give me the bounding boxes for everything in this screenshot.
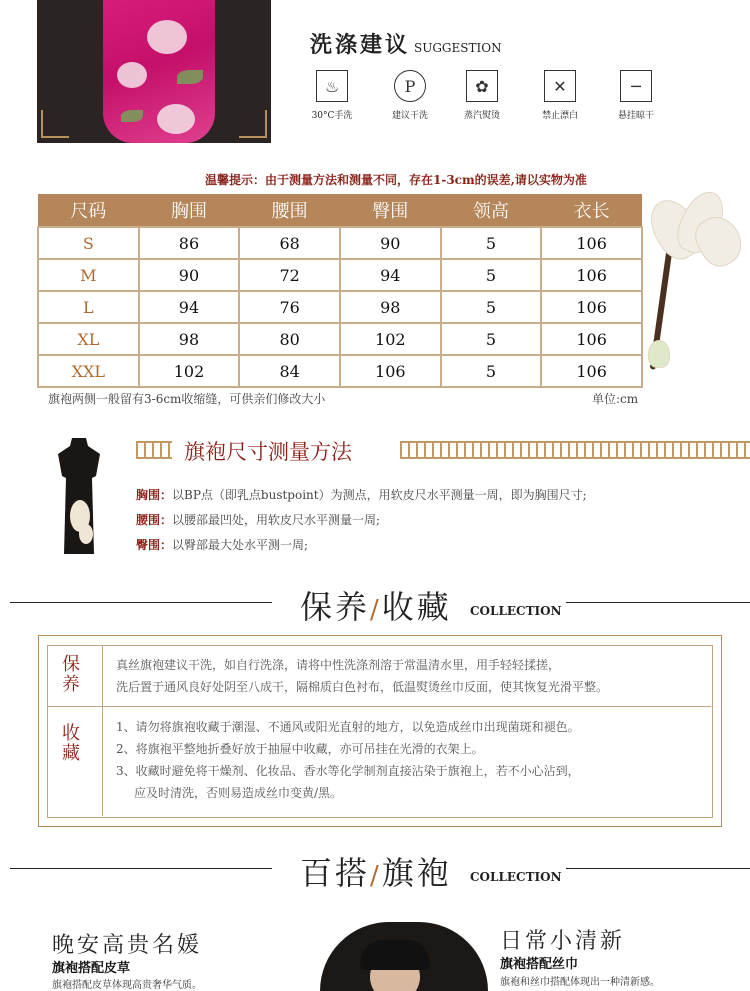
table-cell: 76 — [239, 291, 340, 323]
table-row — [38, 259, 642, 291]
care-label: 建议干洗 — [391, 111, 428, 121]
table-cell: 106 — [541, 227, 642, 259]
divider-right — [566, 602, 750, 603]
steam-iron-icon: ✿ — [466, 70, 498, 102]
table-cell: 90 — [340, 227, 441, 259]
measure-text: 以腰部最凹处，用软皮尺水平测量一周; — [172, 513, 381, 527]
no-bleach-icon: ✕ — [544, 70, 576, 102]
col-header: 腰围 — [239, 194, 340, 227]
hand-wash-30-icon: ♨ — [316, 70, 348, 102]
care-section-title-en: COLLECTION — [470, 604, 562, 618]
hang-dry-icon: ─ — [620, 70, 652, 102]
table-cell: 106 — [541, 259, 642, 291]
care-tag-baoyang: 保养 — [62, 654, 80, 695]
care-label: 悬挂晾干 — [617, 111, 654, 121]
table-cell: 5 — [441, 259, 542, 291]
match-section-title-en: COLLECTION — [470, 870, 562, 884]
table-cell: 90 — [139, 259, 240, 291]
divider-right — [566, 868, 750, 869]
size-note: 旗袍两侧一般留有3-6cm收缩缝，可供亲们修改大小 — [48, 392, 326, 406]
unit-note: 单位:cm — [592, 392, 639, 406]
care-item-hand-wash — [302, 70, 362, 121]
table-row — [38, 227, 642, 259]
match-title-a: 百搭 — [300, 854, 371, 892]
table-cell: 102 — [340, 323, 441, 355]
suggestion-title-en: SUGGESTION — [414, 41, 502, 55]
care-item-steam — [452, 70, 512, 121]
suggestion-title — [310, 28, 502, 59]
size-cell: XL — [38, 323, 139, 355]
magnolia-decoration — [644, 190, 750, 380]
size-table — [37, 194, 643, 388]
table-cell: 5 — [441, 355, 542, 387]
care-item-hang-dry — [606, 70, 666, 121]
care-title-a: 保养 — [300, 588, 371, 626]
dry-clean-p-icon: P — [394, 70, 426, 102]
table-cell: 5 — [441, 323, 542, 355]
table-cell: 106 — [541, 291, 642, 323]
look-sub-left: 旗袍搭配皮草 — [52, 961, 131, 976]
measure-line-hip — [136, 536, 308, 553]
fret-ornament-right — [400, 441, 750, 459]
model-hair — [360, 940, 430, 970]
col-header: 臀围 — [340, 194, 441, 227]
table-cell: 5 — [441, 291, 542, 323]
table-cell: 98 — [340, 291, 441, 323]
measure-label: 臀围： — [136, 538, 173, 552]
care-tag-shoucang: 收藏 — [62, 723, 80, 764]
suggestion-title-cn: 洗涤建议 — [310, 32, 411, 58]
size-cell: M — [38, 259, 139, 291]
care-section-title — [300, 582, 452, 628]
care-column-divider — [102, 645, 103, 816]
care-line: 3、收藏时避免将干燥剂、化妆品、香水等化学制剂直接沾染于旗袍上，若不小心沾到， — [116, 764, 580, 778]
flower-print — [157, 104, 195, 134]
table-cell: 86 — [139, 227, 240, 259]
corner-ornament — [41, 110, 69, 138]
measure-line-chest — [136, 486, 587, 503]
model-photo — [320, 922, 488, 991]
care-item-dry-clean — [380, 70, 440, 121]
magnolia-bud — [648, 340, 670, 368]
match-title-b: 旗袍 — [381, 854, 452, 892]
measure-label: 腰围： — [136, 513, 173, 527]
table-cell: 80 — [239, 323, 340, 355]
care-label: 30°C手洗 — [311, 111, 353, 121]
care-row-divider — [47, 706, 711, 707]
corner-ornament — [239, 110, 267, 138]
care-line: 1、请勿将旗袍收藏于潮湿、不通风或阳光直射的地方，以免造成丝巾出现菌斑和褪色。 — [116, 720, 580, 734]
care-label: 蒸汽熨烫 — [463, 111, 500, 121]
care-item-no-bleach — [530, 70, 590, 121]
measure-text: 以BP点（即乳点bustpoint）为测点，用软皮尺水平测量一周，即为胸围尺寸; — [172, 488, 587, 502]
qipao-silhouette-icon — [52, 436, 106, 554]
measurement-tip: 温馨提示：由于测量方法和测量不同，存在1-3cm的误差,请以实物为准 — [205, 173, 587, 187]
measure-line-waist — [136, 511, 380, 528]
col-header: 领高 — [441, 194, 542, 227]
match-section-title — [300, 848, 452, 894]
col-header: 胸围 — [139, 194, 240, 227]
look-desc-left: 旗袍搭配皮草体现高贵奢华气质。 — [52, 980, 202, 991]
care-label: 禁止漂白 — [541, 111, 578, 121]
table-cell: 98 — [139, 323, 240, 355]
care-line: 应及时清洗，否则易造成丝巾变黄/黑。 — [134, 786, 343, 800]
look-title-left: 晚安高贵名媛 — [52, 933, 203, 958]
table-cell: 72 — [239, 259, 340, 291]
care-line: 真丝旗袍建议干洗，如自行洗涤，请将中性洗涤剂溶于常温清水里，用手轻轻揉搓， — [116, 658, 561, 672]
look-title-right: 日常小清新 — [500, 929, 626, 954]
leaf-print — [177, 70, 203, 84]
table-cell: 5 — [441, 227, 542, 259]
size-cell: XXL — [38, 355, 139, 387]
divider-left — [10, 602, 272, 603]
table-cell: 94 — [340, 259, 441, 291]
care-line: 洗后置于通风良好处阴至八成干，隔棉质白色衬布，低温熨烫丝巾反面，使其恢复光滑平整。 — [116, 680, 609, 694]
look-desc-right: 旗袍和丝巾搭配体现出一种清新感。 — [500, 977, 660, 988]
care-text-baoyang — [116, 654, 608, 698]
flower-print — [117, 62, 147, 88]
care-title-b: 收藏 — [381, 588, 452, 626]
fret-ornament-left — [136, 441, 172, 459]
title-slash: / — [370, 861, 382, 891]
divider-left — [10, 868, 272, 869]
size-table-header — [38, 194, 642, 227]
size-cell: L — [38, 291, 139, 323]
title-slash: / — [370, 595, 382, 625]
table-cell: 102 — [139, 355, 240, 387]
product-photo — [37, 0, 271, 143]
table-cell: 106 — [541, 323, 642, 355]
table-cell: 68 — [239, 227, 340, 259]
table-cell: 106 — [340, 355, 441, 387]
table-cell: 84 — [239, 355, 340, 387]
leaf-print — [121, 110, 143, 122]
table-row — [38, 291, 642, 323]
care-text-shoucang — [116, 716, 580, 804]
table-cell: 94 — [139, 291, 240, 323]
measure-title: 旗袍尺寸测量方法 — [184, 440, 352, 464]
col-header: 尺码 — [38, 194, 139, 227]
measure-label: 胸围： — [136, 488, 173, 502]
look-sub-right: 旗袍搭配丝巾 — [500, 957, 579, 972]
measure-text: 以臀部最大处水平测一周; — [172, 538, 309, 552]
table-row — [38, 323, 642, 355]
col-header: 衣长 — [541, 194, 642, 227]
table-row — [38, 355, 642, 387]
size-cell: S — [38, 227, 139, 259]
care-line: 2、将旗袍平整地折叠好放于抽屉中收藏，亦可吊挂在光滑的衣架上。 — [116, 742, 484, 756]
table-cell: 106 — [541, 355, 642, 387]
flower-print — [147, 20, 187, 54]
